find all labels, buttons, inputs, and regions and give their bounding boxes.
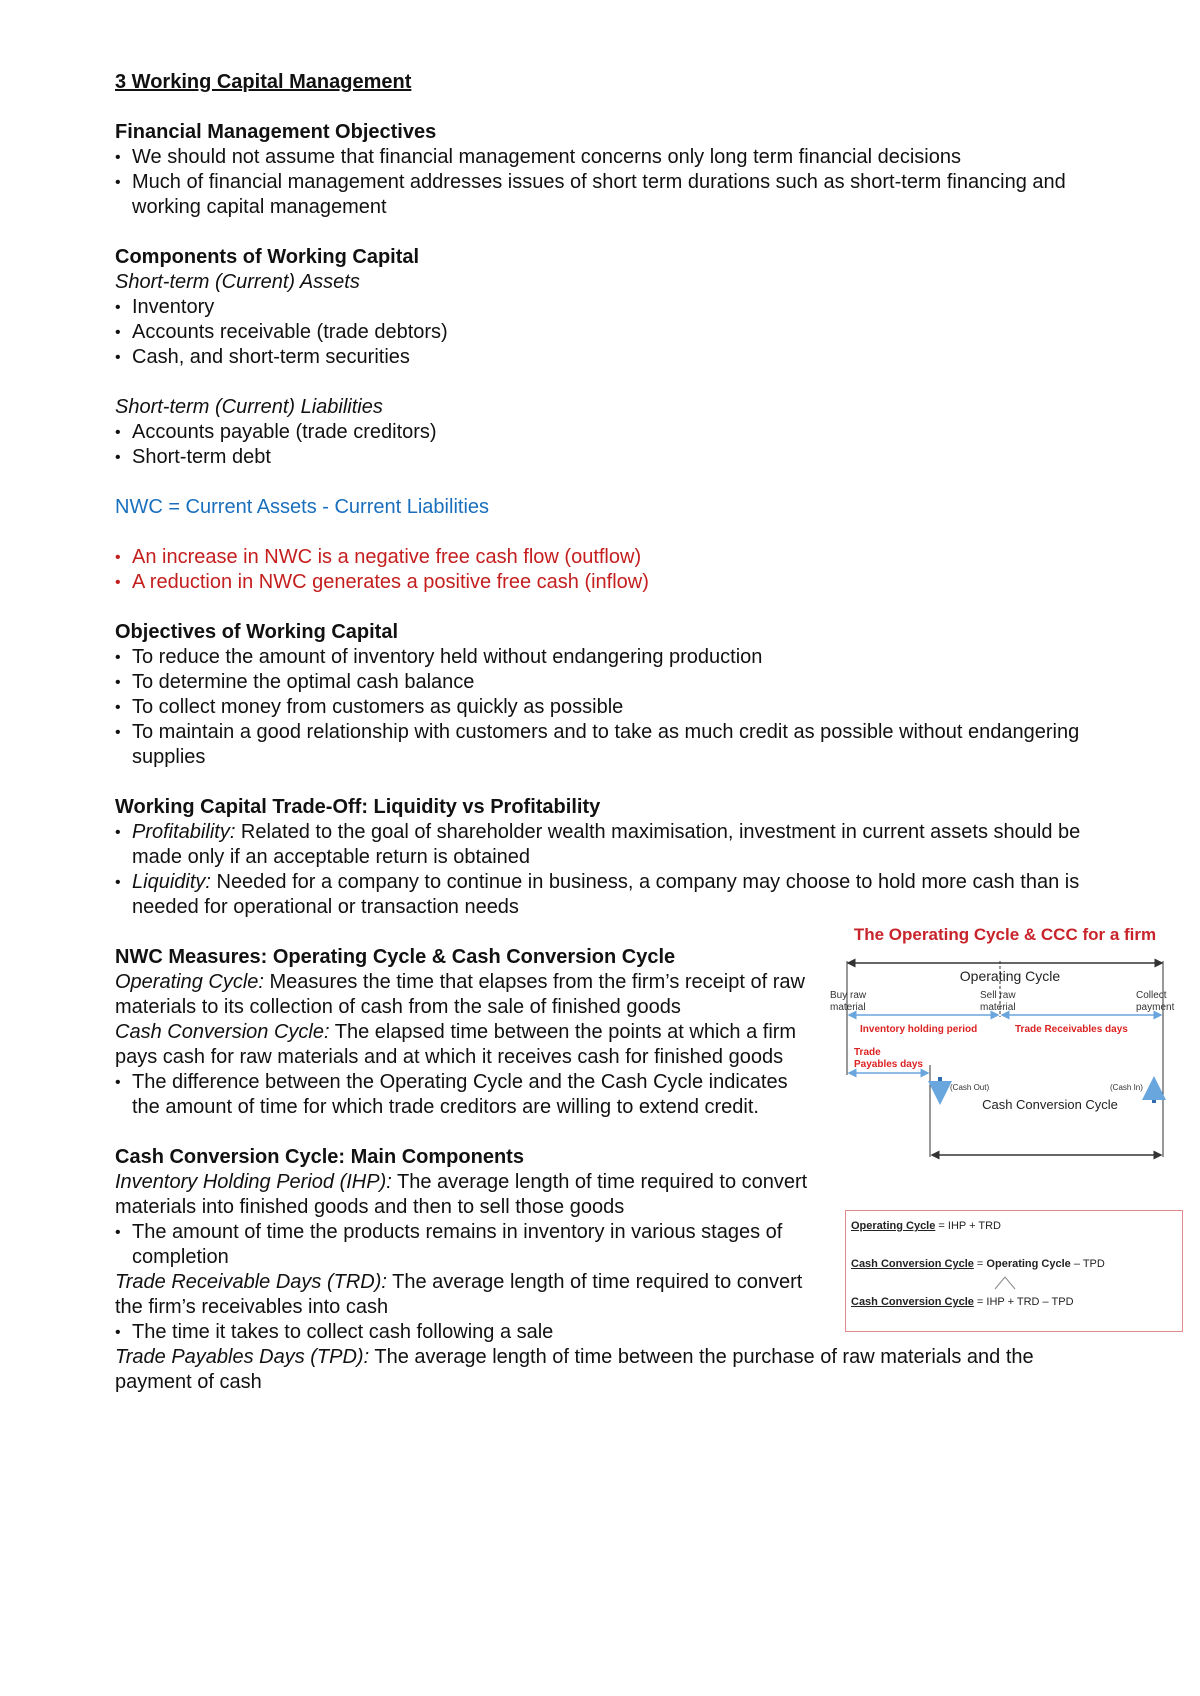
list-item: • To maintain a good relationship with customers and to take as much credit as possible without endangering supplies xyxy=(115,720,1102,770)
caret-connector xyxy=(991,1273,1031,1293)
heading-objectives: Objectives of Working Capital xyxy=(115,621,399,643)
bullet-list xyxy=(115,645,1095,770)
trd-text: The average length of time required to convert the firm’s receivables into cash xyxy=(115,1271,803,1318)
heading-ccc-components: Cash Conversion Cycle: Main Components xyxy=(115,1146,524,1168)
diagram-title: The Operating Cycle & CCC for a firm xyxy=(853,925,1157,944)
list-item: • We should not assume that financial management concerns only long term financial decisions xyxy=(115,145,1095,170)
tpd-label: Trade Payables days xyxy=(854,1047,923,1070)
operating-cycle-definition xyxy=(115,970,815,1020)
term-tpd: Trade Payables Days (TPD): xyxy=(115,1346,370,1368)
heading-components: Components of Working Capital xyxy=(115,246,420,268)
ccc-expanded-term: Cash Conversion Cycle xyxy=(851,1296,974,1308)
ccc-definition xyxy=(115,1020,815,1070)
subheading-assets: Short-term (Current) Assets xyxy=(115,271,360,293)
bullet-list xyxy=(115,1220,815,1270)
heading-financial-management-objectives: Financial Management Objectives xyxy=(115,121,437,143)
ccc-eq-oc: Operating Cycle xyxy=(986,1258,1071,1270)
list-item: • Much of financial management addresses issues of short term durations such as short-term financing and working capital management xyxy=(115,170,1067,220)
list-item: • To collect money from customers as quickly as possible xyxy=(115,695,1095,720)
heading-trade-off: Working Capital Trade-Off: Liquidity vs Profitability xyxy=(115,796,601,818)
list-item: • To reduce the amount of inventory held without endangering production xyxy=(115,645,1095,670)
bullet-list-red xyxy=(115,545,1095,595)
ihp-definition xyxy=(115,1170,825,1220)
profitability-text: Related to the goal of shareholder wealth maximisation, investment in current assets should be made only if an acceptable return is obtained xyxy=(132,821,1081,868)
bullet-list xyxy=(115,420,1095,470)
heading-nwc-measures: NWC Measures: Operating Cycle & Cash Conversion Cycle xyxy=(115,946,676,968)
nwc-formula: NWC = Current Assets - Current Liabilities xyxy=(115,496,490,518)
trd-definition xyxy=(115,1270,825,1320)
operating-cycle-diagram xyxy=(830,925,1180,1175)
page-title: 3 Working Capital Management xyxy=(115,71,412,93)
ccc-expanded-eq: = IHP + TRD – TPD xyxy=(973,1296,1074,1308)
trd-label: Trade Receivables days xyxy=(1015,1024,1128,1035)
ihp-text: The average length of time required to convert materials into finished goods and then to sell those goods xyxy=(115,1171,808,1218)
document-body xyxy=(115,70,1095,1395)
list-item: • Short-term debt xyxy=(115,445,1095,470)
formula-operating-cycle xyxy=(851,1220,1001,1232)
ccc-term: Cash Conversion Cycle xyxy=(851,1258,974,1270)
term-trd: Trade Receivable Days (TRD): xyxy=(115,1271,387,1293)
list-item: • Cash, and short-term securities xyxy=(115,345,1095,370)
list-item: • The difference between the Operating Cycle and the Cash Cycle indicates the amount of time for which trade creditors are willing to extend credit. xyxy=(115,1070,815,1120)
list-item xyxy=(115,870,1112,920)
cash-out-label: (Cash Out) xyxy=(950,1083,990,1092)
operating-cycle-eq: = IHP + TRD xyxy=(935,1220,1001,1232)
list-item xyxy=(115,820,1082,870)
bullet-list xyxy=(115,295,1095,370)
liquidity-text: Needed for a company to continue in business, a company may choose to hold more cash than is needed for operational or transaction needs xyxy=(132,871,1080,918)
formula-box xyxy=(845,1210,1183,1332)
ihp-label: Inventory holding period xyxy=(860,1024,978,1035)
formula-ccc xyxy=(851,1258,1105,1270)
tpd-text: The average length of time between the purchase of raw materials and the payment of cash xyxy=(115,1346,1034,1393)
list-item: • Accounts payable (trade creditors) xyxy=(115,420,1095,445)
term-profitability: Profitability: xyxy=(132,821,236,843)
ccc-label: Cash Conversion Cycle xyxy=(982,1097,1118,1112)
operating-cycle-term: Operating Cycle xyxy=(851,1220,936,1232)
bullet-list xyxy=(115,145,1095,220)
buy-raw-material-label: Buy raw material xyxy=(830,990,867,1013)
term-liquidity: Liquidity: xyxy=(132,871,211,893)
collect-payment-label: Collect payment xyxy=(1136,990,1175,1013)
ccc-eq-mid: = xyxy=(973,1258,987,1270)
sell-raw-material-label: Sell raw material xyxy=(980,990,1016,1013)
list-item: • An increase in NWC is a negative free cash flow (outflow) xyxy=(115,545,1095,570)
cash-in-label: (Cash In) xyxy=(1110,1083,1143,1092)
list-item: • A reduction in NWC generates a positive free cash (inflow) xyxy=(115,570,1095,595)
tpd-definition xyxy=(115,1345,1075,1395)
formula-ccc-expanded xyxy=(851,1296,1074,1308)
operating-cycle-text: Measures the time that elapses from the firm’s receipt of raw materials to its collection of cash from the sale of finished goods xyxy=(115,971,805,1018)
list-item: • The amount of time the products remains in inventory in various stages of completion xyxy=(115,1220,815,1270)
bullet-list xyxy=(115,820,1095,920)
subheading-liabilities: Short-term (Current) Liabilities xyxy=(115,396,383,418)
term-operating-cycle: Operating Cycle: xyxy=(115,971,264,993)
list-item: • Accounts receivable (trade debtors) xyxy=(115,320,1095,345)
term-ihp: Inventory Holding Period (IHP): xyxy=(115,1171,392,1193)
list-item: • Inventory xyxy=(115,295,1095,320)
list-item: • To determine the optimal cash balance xyxy=(115,670,1095,695)
term-ccc: Cash Conversion Cycle: xyxy=(115,1021,330,1043)
bullet-list xyxy=(115,1070,815,1120)
operating-cycle-label: Operating Cycle xyxy=(959,968,1061,984)
ccc-text: The elapsed time between the points at which a firm pays cash for raw materials and at which it receives cash for finished goods xyxy=(115,1021,797,1068)
ccc-eq-end: – TPD xyxy=(1070,1258,1105,1270)
list-item: • The time it takes to collect cash following a sale xyxy=(115,1320,1095,1345)
